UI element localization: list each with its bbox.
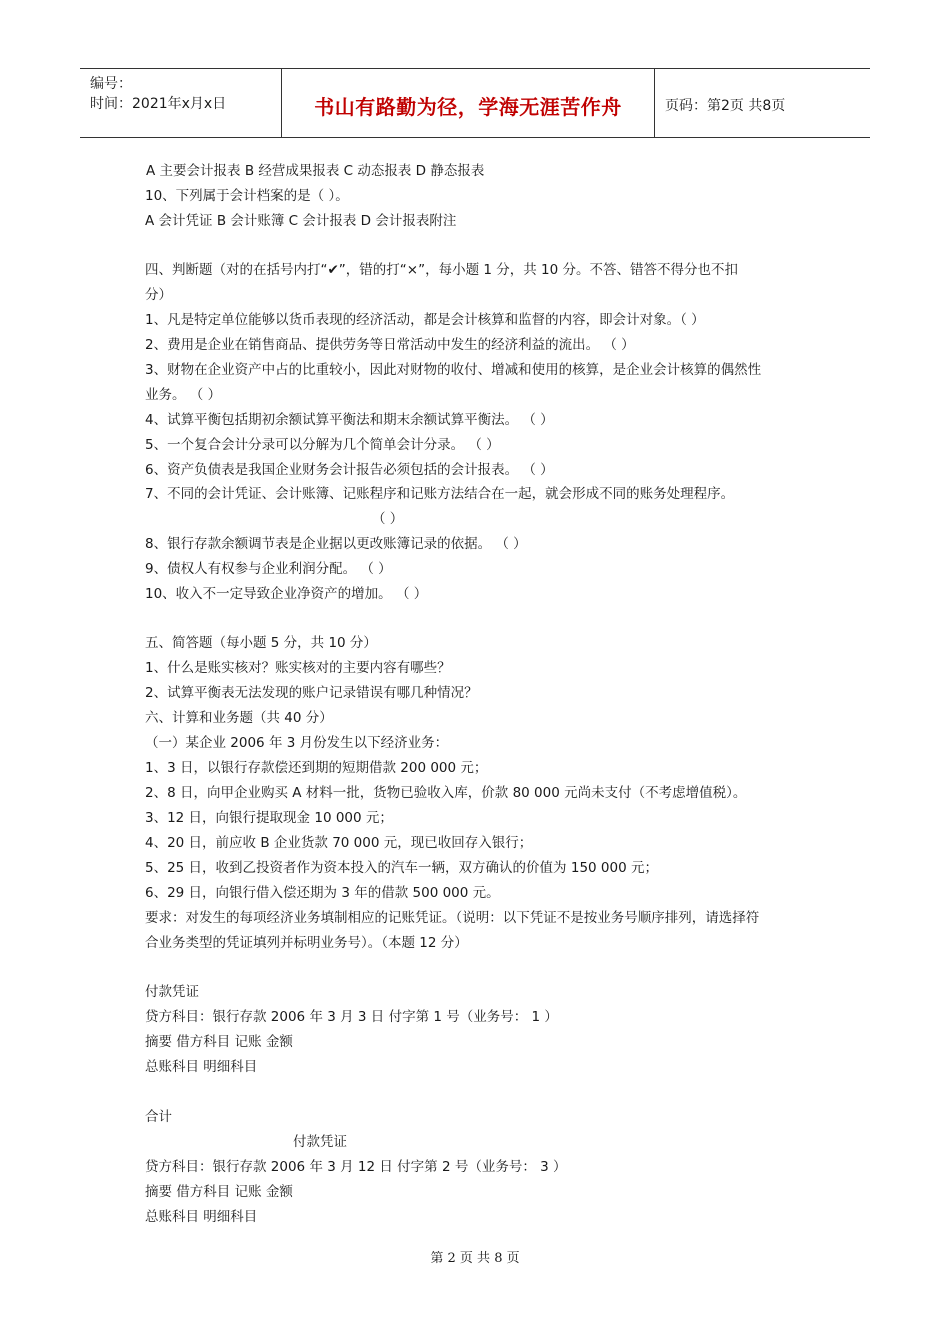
text-line: A 会计凭证 B 会计账簿 C 会计报表 D 会计报表附注 [145, 213, 457, 229]
voucher-total-line: 合计 [145, 1109, 172, 1125]
text-line: （ ） [372, 511, 404, 527]
voucher-subcolumn-line: 总账科目 明细科目 [145, 1209, 258, 1225]
text-line: 1、凡是特定单位能够以货币表现的经济活动，都是会计核算和监督的内容，即会计对象。（ ） [145, 312, 705, 328]
section-heading: 五、简答题（每小题 5 分，共 10 分） [145, 635, 377, 651]
text-line: 5、一个复合会计分录可以分解为几个简单会计分录。 （ ） [145, 437, 500, 453]
text-line: 8、银行存款余额调节表是企业据以更改账簿记录的依据。 （ ） [145, 536, 527, 552]
text-line: 7、不同的会计凭证、会计账簿、记账程序和记账方法结合在一起，就会形成不同的账务处理程序。 [145, 486, 735, 502]
text-line: 1、3 日，以银行存款偿还到期的短期借款 200 000 元； [145, 760, 488, 776]
text-line: 2、试算平衡表无法发现的账户记录错误有哪几种情况？ [145, 685, 478, 701]
text-line: A 主要会计报表 B 经营成果报表 C 动态报表 D 静态报表 [146, 163, 485, 179]
header-page-cell [655, 69, 870, 137]
text-line: 3、财物在企业资产中占的比重较小，因此对财物的收付、增减和使用的核算，是企业会计核算的偶然性 [145, 362, 762, 378]
voucher-column-line: 摘要 借方科目 记账 金额 [145, 1034, 293, 1050]
document-number-label: 编号： [90, 76, 132, 92]
voucher-header-line: 贷方科目：银行存款 2006 年 3 月 3 日 付字第 1 号（业务号： 1 ） [145, 1009, 558, 1025]
page-footer: 第 2 页 共 8 页 [430, 1251, 520, 1266]
text-line: 4、试算平衡包括期初余额试算平衡法和期末余额试算平衡法。 （ ） [145, 412, 554, 428]
text-line: 10、收入不一定导致企业净资产的增加。 （ ） [145, 586, 428, 602]
voucher-column-line: 摘要 借方科目 记账 金额 [145, 1184, 293, 1200]
voucher-subcolumn-line: 总账科目 明细科目 [145, 1059, 258, 1075]
text-line: （一）某企业 2006 年 3 月份发生以下经济业务： [145, 735, 449, 751]
text-line: 合业务类型的凭证填列并标明业务号）。（本题 12 分） [145, 935, 468, 951]
text-line: 6、29 日，向银行借入偿还期为 3 年的借款 500 000 元。 [145, 885, 500, 901]
text-line: 业务。 （ ） [145, 387, 222, 403]
text-line: 5、25 日，收到乙投资者作为资本投入的汽车一辆，双方确认的价值为 150 000 元； [145, 860, 658, 876]
text-line: 分） [145, 287, 172, 303]
header-motto-cell [281, 69, 655, 137]
text-line: 10、下列属于会计档案的是（ ）。 [145, 188, 349, 204]
text-line: 6、资产负债表是我国企业财务会计报告必须包括的会计报表。 （ ） [145, 462, 554, 478]
text-line: 3、12 日，向银行提取现金 10 000 元； [145, 810, 393, 826]
page-header [80, 68, 870, 138]
header-motto: 书山有路勤为径，学海无涯苦作舟 [314, 95, 622, 119]
voucher-header-line: 贷方科目：银行存款 2006 年 3 月 12 日 付字第 2 号（业务号： 3 ） [145, 1159, 567, 1175]
section-heading: 四、判断题（对的在括号内打“✔”，错的打“×”，每小题 1 分，共 10 分。不答、错答不得分也不扣 [145, 262, 739, 278]
section-heading: 六、计算和业务题（共 40 分） [145, 710, 333, 726]
voucher-title: 付款凭证 [293, 1134, 347, 1150]
text-line: 9、债权人有权参与企业利润分配。 （ ） [145, 561, 392, 577]
text-line: 2、8 日，向甲企业购买 A 材料一批，货物已验收入库，价款 80 000 元尚未支付（不考虑增值税）。 [145, 785, 747, 801]
text-line: 2、费用是企业在销售商品、提供劳务等日常活动中发生的经济利益的流出。 （ ） [145, 337, 635, 353]
text-line: 1、什么是账实核对？账实核对的主要内容有哪些？ [145, 660, 451, 676]
voucher-title: 付款凭证 [145, 984, 199, 1000]
text-line: 4、20 日，前应收 B 企业货款 70 000 元，现已收回存入银行； [145, 835, 533, 851]
header-left-cell [80, 69, 290, 137]
text-line: 要求：对发生的每项经济业务填制相应的记账凭证。（说明：以下凭证不是按业务号顺序排列，请选择符 [145, 910, 760, 926]
header-page-number: 页码：第2页 共8页 [665, 98, 786, 114]
document-time-label: 时间：2021年x月x日 [90, 96, 227, 112]
